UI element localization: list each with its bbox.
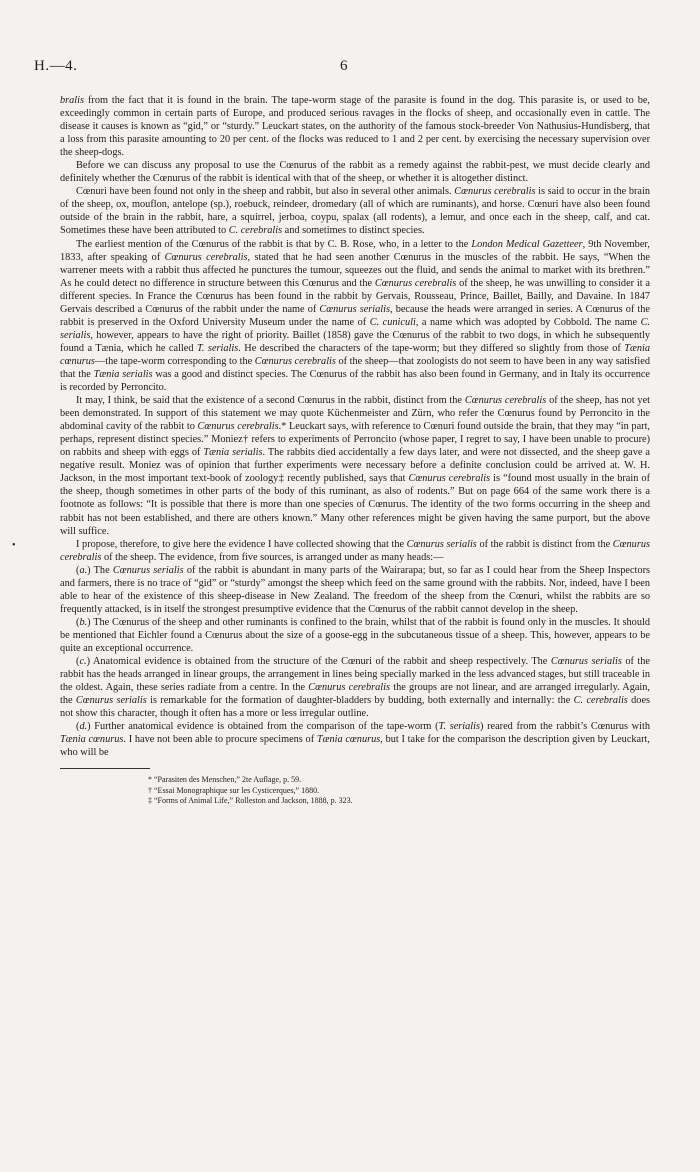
paragraph: Before we can discuss any proposal to use the Cœnurus of the rabbit as a remedy against the rabbit-pest, we must decide clearly and definitely whether the Cœnurus of the rabbit is identical with that of the sheep, or whether it is altogether distinct. xyxy=(60,160,650,185)
document-page xyxy=(34,58,651,807)
evidence-item-d: (d.) Further anatomical evidence is obtained from the comparison of the tape-worm (T. serialis) reared from the rabbit’s Cœnurus with Tænia cœnurus. I have not been able to procure specimens of Tænia cœnurus, but I take for the comparison the description given by Leuckart, who will be xyxy=(60,721,650,759)
evidence-item-a: (a.) The Cœnurus serialis of the rabbit is abundant in many parts of the Wairarapa; but, so far as I could hear from the Sheep Inspectors and farmers, there is no trace of “gid” or “sturdy” amongst the sheep which feed on the same ground with the rabbits. Nor, indeed, have I been able to hear of the existence of this sheep-disease in New Zealand. The freedom of the sheep from the Cœnuri, whilst the rabbits are so frequently attacked, is in itself the strongest presumptive evidence that the Cœnurus of the rabbit cannot develop in the sheep. xyxy=(60,564,651,615)
margin-mark: • xyxy=(12,540,16,551)
paragraph: Cœnuri have been found not only in the sheep and rabbit, but also in several other animals. Cœnurus cerebralis is said to occur in the brain of the sheep, ox, mouflon, antelope (sp.), roebuck, reindeer, dromedary (all of which are ruminants), and horse. Cœnuri have also been found outside of the brain in the rabbit, hare, a squirrel, jerboa, coypu, spalax (all rodents), a lemur, and once each in the sheep, calf, and cat. Sometimes these have been attributed to C. cerebralis and sometimes to distinct species. xyxy=(60,186,650,237)
footnote: ‡ “Forms of Animal Life,” Rolleston and Jackson, 1888, p. 323. xyxy=(148,796,353,806)
page-number: 6 xyxy=(340,58,348,74)
footnote: * “Parasiten des Menschen,” 2te Auflage, p. 59. xyxy=(148,775,302,785)
paragraph: It may, I think, be said that the existence of a second Cœnurus in the rabbit, distinct from the Cœnurus cerebralis of the sheep, has not yet been demonstrated. In support of this statement we may quote Küchenmeister and Zürn, who refer the Cœnurus found by Perroncito in the abdominal cavity of the rabbit to Cœnurus cerebralis.* Leuckart says, with reference to Cœnuri found outside the brain, that they may “in part, perhaps, represent distinct species.” Moniez† refers to experiments of Perroncito (whose paper, I regret to say, I have been unable to procure) on rabbits and sheep with eggs of Tænia serialis. The rabbits died accidentally a few days later, and were not dissected, and the sheep gave a negative result. Moniez was of opinion that further experiments were necessary before a definite conclusion could be arrived at. W. H. Jackson, in the most important text-book of zoology‡ recently published, says that Cœnurus cerebralis is “found most usually in the brain of the sheep, though sometimes in other parts of the body of this ruminant, as also of rodents.” But on page 664 of the same work there is a footnote as follows: “It is possible that there is more than one species of Cœnurus. The identity of the two forms occurring in the sheep and rabbit has not been established, and there are others known.” Many other references might be given having the same purport, but the above will suffice. xyxy=(60,395,651,537)
footnote: † “Essai Monographique sur les Cysticerques,” 1880. xyxy=(148,785,320,795)
paragraph: bralis from the fact that it is found in the brain. The tape-worm stage of the parasite is found in the dog. This parasite is, or used to be, exceedingly common in certain parts of Europe, and produced serious ravages in the flocks of sheep, and occasionally even in cattle. The disease it causes is known as “gid,” or “sturdy.” Leuckart states, on the authority of the famous stock-breeder Von Nathusius-Hundisberg, that a loss from this parasite amounting to 20 per cent. of the flocks was reduced to 1 and 2 per cent. by exercising the necessary supervision over the sheep-dogs. xyxy=(60,95,650,159)
document-reference: H.—4. xyxy=(34,58,78,74)
footnote-divider xyxy=(60,768,150,769)
evidence-item-c: (c.) Anatomical evidence is obtained from the structure of the Cœnuri of the rabbit and sheep respectively. The Cœnurus serialis of the rabbit has the heads arranged in linear groups, the arrangement in lines being specially marked in the less advanced stages, but still traceable in the oldest. Again, these series radiate from a centre. In the Cœnurus cerebralis the groups are not linear, and are arranged irregularly. Again, the Cœnurus serialis is remarkable for the formation of daughter-bladders by budding, both externally and internally: the C. cerebralis does not show this character, though it often has a more or less irregular outline. xyxy=(60,656,651,720)
paragraph: I propose, therefore, to give here the evidence I have collected showing that the Cœnurus serialis of the rabbit is distinct from the Cœnurus cerebralis of the sheep. The evidence, from five sources, is arranged under as many heads:— xyxy=(60,538,650,563)
page-header xyxy=(34,58,650,80)
footnotes xyxy=(60,775,650,807)
evidence-item-b: (b.) The Cœnurus of the sheep and other ruminants is confined to the brain, whilst that of the rabbit is found only in the muscles. It should be mentioned that Eichler found a Cœnurus about the size of a goose-egg in the subcutaneous tissue of a sheep. This, however, appears to be quite an exceptional occurrence. xyxy=(60,616,650,654)
body-text xyxy=(60,94,650,759)
paragraph: The earliest mention of the Cœnurus of the rabbit is that by C. B. Rose, who, in a letter to the London Medical Gazetteer, 9th November, 1833, after speaking of Cœnurus cerebralis, stated that he had seen another Cœnurus in the muscles of the rabbit. He says, “When the warrener meets with a rabbit thus affected he punctures the tumour, squeezes out the fluid, and sends the animal to market with its brethren.” As he could detect no difference in structure between this Cœnurus and the Cœnurus cerebralis of the sheep, he was unwilling to consider it a different species. In France the Cœnurus has been found in the rabbit by Gervais, Rousseau, Prince, Baillet, Bailly, and Davaine. In 1847 Gervais described a Cœnurus of the rabbit under the name of Cœnurus serialis, because the heads were arranged in series. A Cœnurus of the rabbit is preserved in the Oxford University Museum under the name of C. cuniculi, a name which was adopted by Cobbold. The name C. serialis, however, appears to have the right of priority. Baillet (1858) gave the Cœnurus of the rabbit to two dogs, in which he subsequently found a Tænia, which he called T. serialis. He described the characters of the tape-worm; but they differed so slightly from those of Tænia cœnurus—the tape-worm corresponding to the Cœnurus cerebralis of the sheep—that zoologists do not seem to have been in any way satisfied that the Tænia serialis was a good and distinct species. The Cœnurus of the rabbit has also been found in Germany, and in Italy its occurrence is recorded by Perroncito. xyxy=(60,238,651,394)
